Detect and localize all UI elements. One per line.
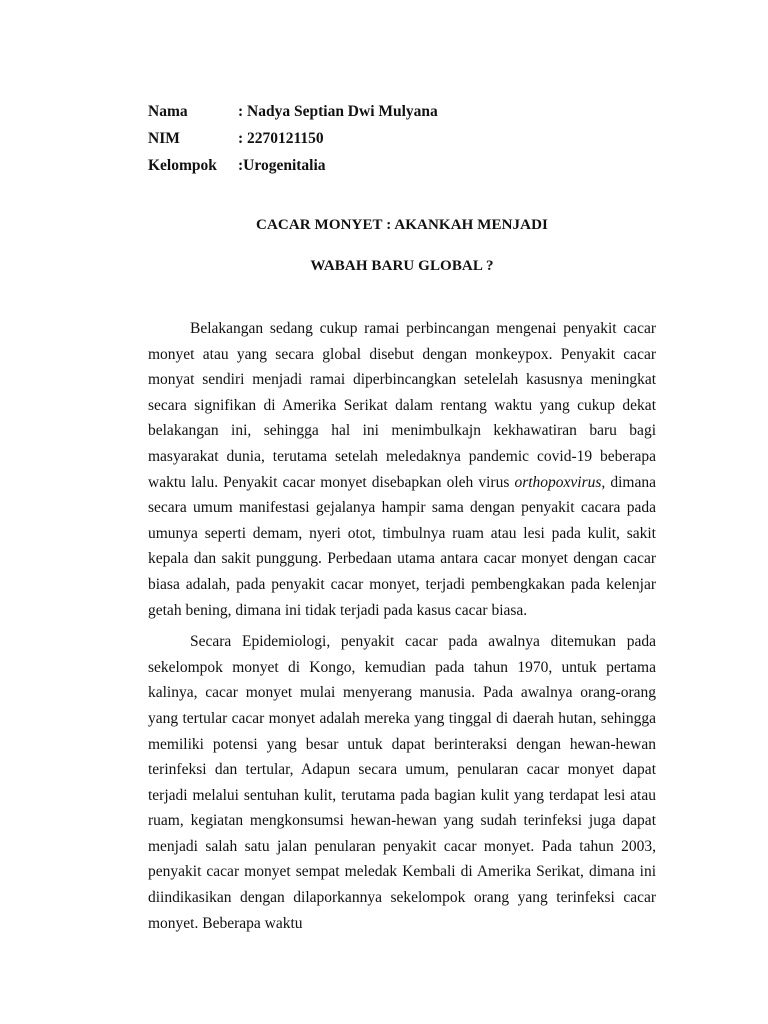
paragraph-1 xyxy=(148,316,656,623)
paragraph-1-text-a: Belakangan sedang cukup ramai perbincangan mengenai penyakit cacar monyet atau yang secara global disebut dengan monkeypox. Penyakit cacar monyat sendiri menjadi ramai diperbincangkan setelelah kasusnya meningkat secara signifikan di Amerika Serikat dalam rentang waktu yang cukup dekat belakangan ini, sehingga hal ini menimbulkajn kekhawatiran baru bagi masyarakat dunia, terutama setelah meledaknya pandemic covid-19 beberapa waktu lalu. Penyakit cacar monyet disebapkan oleh virus xyxy=(148,320,656,491)
paragraph-1-italic-term: orthopoxvirus, xyxy=(514,473,606,491)
document-body xyxy=(148,316,656,936)
info-label: Nama xyxy=(148,103,188,120)
paragraph-1-text-b: dimana secara umum manifestasi gejalanya hampir sama dengan penyakit cacara pada umunya seperti demam, nyeri otot, timbulnya ruam atau lesi pada kulit, sakit kepala dan sakit punggung. Perbedaan utama antara cacar monyet dengan cacar biasa adalah, pada penyakit cacar monyet, terjadi pembengkakan pada kelenjar getah bening, dimana ini tidak terjadi pada kasus cacar biasa. xyxy=(148,473,656,619)
info-value: : Nadya Septian Dwi Mulyana xyxy=(238,103,438,120)
document-title-line-2: WABAH BARU GLOBAL ? xyxy=(310,258,494,274)
paragraph-2: Secara Epidemiologi, penyakit cacar pada awalnya ditemukan pada sekelompok monyet di Kongo, kemudian pada tahun 1970, untuk pertama kalinya, cacar monyet mulai menyerang manusia. Pada awalnya orang-orang yang tertular cacar monyet adalah mereka yang tinggal di daerah hutan, sehingga memiliki potensi yang besar untuk dapat berinteraksi dengan hewan-hewan terinfeksi dan tertular, Adapun secara umum, penularan cacar monyet dapat terjadi melalui sentuhan kulit, terutama pada bagian kulit yang terdapat lesi atau ruam, kegiatan mengkonsumsi hewan-hewan yang sudah terinfeksi juga dapat menjadi salah satu jalan penularan penyakit cacar monyet. Pada tahun 2003, penyakit cacar monyet sempat meledak Kembali di Amerika Serikat, dimana ini diindikasikan dengan dilaporkannya sekelompok orang yang terinfeksi cacar monyet. Beberapa waktu xyxy=(148,633,656,932)
info-label: NIM xyxy=(148,130,180,147)
info-value: : 2270121150 xyxy=(238,130,324,147)
info-label: Kelompok xyxy=(148,157,217,174)
info-value: :Urogenitalia xyxy=(238,157,326,174)
document-title-line-1: CACAR MONYET : AKANKAH MENJADI xyxy=(256,217,548,233)
